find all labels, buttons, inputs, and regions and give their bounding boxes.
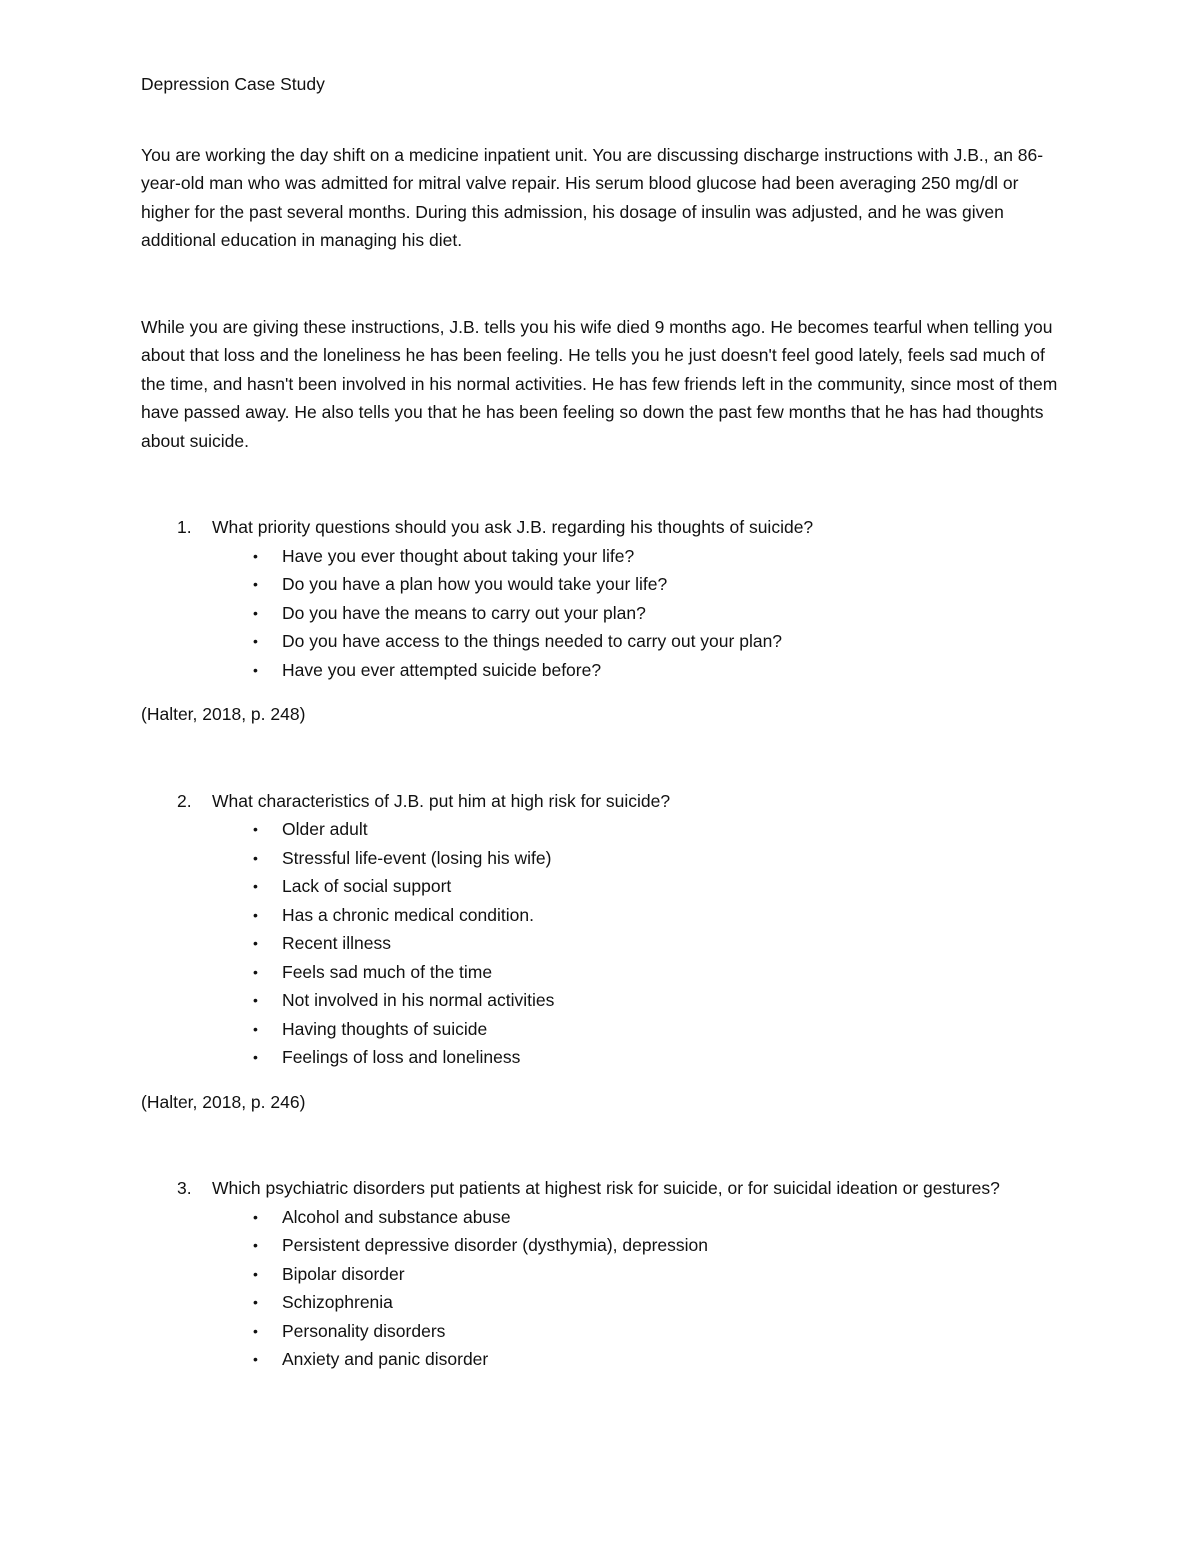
list-item	[141, 1015, 1061, 1044]
bullet-icon: •	[253, 992, 258, 1008]
question-number: 1.	[177, 517, 192, 537]
bullet-icon: •	[253, 1351, 258, 1367]
question-number: 2.	[177, 790, 192, 811]
intro-paragraph: You are working the day shift on a medicine inpatient unit. You are discussing discharge instructions with J.B., an 86-year-old man who was admitted for mitral valve repair. His serum blood glucose had been averaging 250 mg/dl or higher for the past several months. During this admission, his dosage of insulin was adjusted, and he was given additional education in managing his diet.	[141, 144, 1044, 250]
list-item	[141, 844, 1061, 873]
answer-text: Have you ever thought about taking your life?	[282, 545, 635, 566]
question-1	[141, 513, 1061, 729]
answer-text: Do you have access to the things needed to carry out your plan?	[282, 631, 783, 651]
answer-text: Do you have a plan how you would take your life?	[282, 574, 668, 594]
bullet-icon: •	[253, 849, 258, 866]
bullet-icon: •	[253, 1322, 258, 1339]
answer-text: Anxiety and panic disorder	[282, 1349, 489, 1369]
bullet-icon: •	[253, 576, 258, 592]
answer-list	[141, 542, 1061, 685]
bullet-icon: •	[253, 878, 258, 894]
list-item	[141, 815, 1061, 844]
list-item	[141, 570, 1061, 599]
document-page	[141, 70, 1061, 1374]
list-item	[141, 872, 1061, 901]
question-number: 3.	[177, 1178, 192, 1198]
bullet-icon: •	[253, 1265, 258, 1282]
list-item	[141, 1317, 1061, 1346]
answer-text: Schizophrenia	[282, 1292, 393, 1312]
answer-text: Have you ever attempted suicide before?	[282, 659, 602, 680]
list-item	[141, 1345, 1061, 1374]
list-item	[141, 627, 1061, 656]
bullet-icon: •	[253, 1237, 258, 1253]
question-2	[141, 787, 1061, 1117]
bullet-icon: •	[253, 1294, 258, 1310]
answer-text: Lack of social support	[282, 876, 452, 896]
bullet-icon: •	[253, 906, 258, 923]
answer-list	[141, 1203, 1061, 1374]
list-item	[141, 542, 1061, 571]
list-item	[141, 901, 1061, 930]
list-item	[141, 1203, 1061, 1232]
question-text: What characteristics of J.B. put him at high risk for suicide?	[212, 790, 671, 811]
bullet-icon: •	[253, 661, 258, 678]
answer-text: Alcohol and substance abuse	[282, 1206, 511, 1227]
answer-text: Feelings of loss and loneliness	[282, 1047, 521, 1067]
answer-text: Personality disorders	[282, 1320, 446, 1341]
answer-text: Not involved in his normal activities	[282, 990, 555, 1010]
list-item	[141, 929, 1061, 958]
question-3	[141, 1174, 1061, 1374]
list-item	[141, 656, 1061, 685]
answer-text: Do you have the means to carry out your plan?	[282, 602, 646, 623]
bullet-icon: •	[253, 1020, 258, 1037]
answer-text: Recent illness	[282, 933, 391, 953]
citation: (Halter, 2018, p. 248)	[141, 704, 306, 724]
answer-text: Feels sad much of the time	[282, 961, 493, 982]
answer-text: Having thoughts of suicide	[282, 1018, 488, 1039]
bullet-icon: •	[253, 1049, 258, 1065]
bullet-icon: •	[253, 547, 258, 564]
bullet-icon: •	[253, 935, 258, 951]
list-item	[141, 986, 1061, 1015]
list-item	[141, 599, 1061, 628]
answer-list	[141, 815, 1061, 1072]
answer-text: Stressful life-event (losing his wife)	[282, 847, 552, 868]
list-item	[141, 1288, 1061, 1317]
answer-text: Bipolar disorder	[282, 1263, 405, 1284]
bullet-icon: •	[253, 1208, 258, 1225]
answer-text: Persistent depressive disorder (dysthymia), depression	[282, 1235, 709, 1255]
bullet-icon: •	[253, 821, 258, 837]
answer-text: Older adult	[282, 819, 368, 839]
scenario-paragraph: While you are giving these instructions, J.B. tells you his wife died 9 months ago. He becomes tearful when telling you about that loss and the loneliness he has been feeling. He tells you he just doesn't feel good lately, feels sad much of the time, and hasn't been involved in his normal activities. He has few friends left in the community, since most of them have passed away. He also tells you that he has been feeling so down the past few months that he has had thoughts about suicide.	[141, 316, 1058, 451]
list-item	[141, 1043, 1061, 1072]
list-item	[141, 1260, 1061, 1289]
bullet-icon: •	[253, 633, 258, 649]
document-title: Depression Case Study	[141, 74, 325, 94]
question-text: What priority questions should you ask J.B. regarding his thoughts of suicide?	[212, 517, 814, 537]
list-item	[141, 958, 1061, 987]
question-text: Which psychiatric disorders put patients at highest risk for suicide, or for suicidal ideation or gestures?	[212, 1178, 1000, 1198]
bullet-icon: •	[253, 604, 258, 621]
answer-text: Has a chronic medical condition.	[282, 904, 534, 925]
citation: (Halter, 2018, p. 246)	[141, 1091, 306, 1112]
bullet-icon: •	[253, 963, 258, 980]
list-item	[141, 1231, 1061, 1260]
